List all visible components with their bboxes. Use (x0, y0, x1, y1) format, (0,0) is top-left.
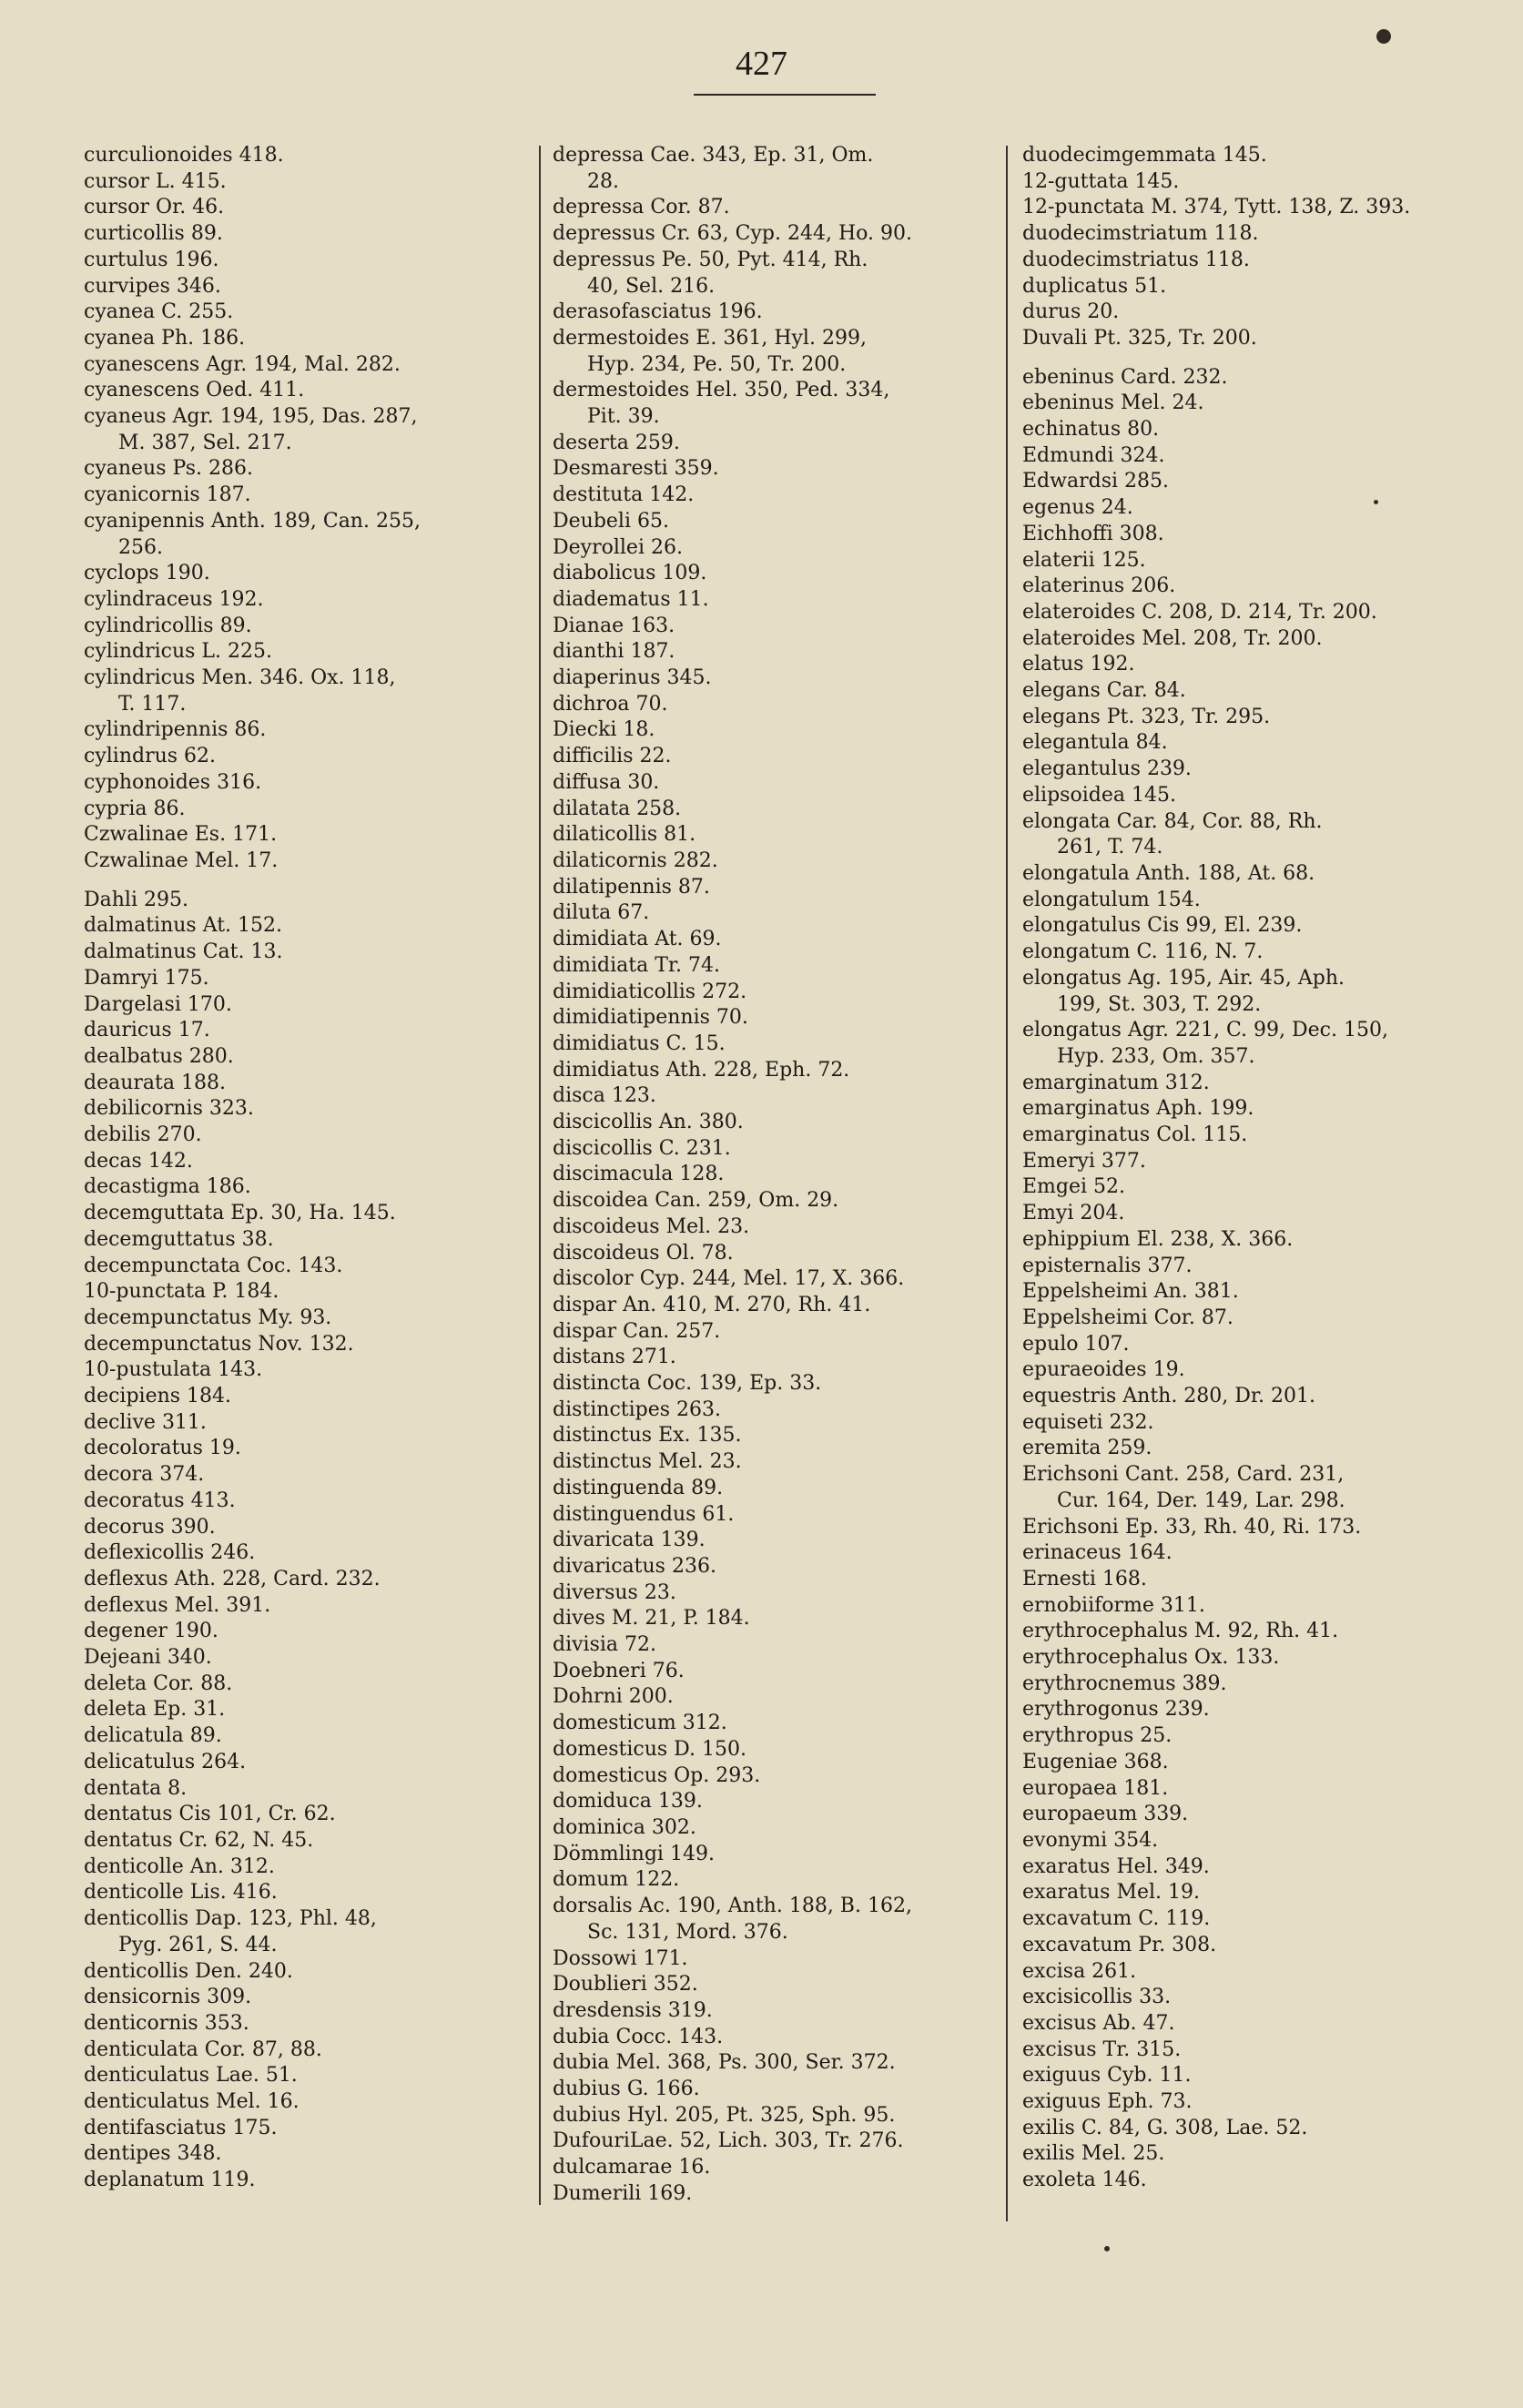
index-entry: duodecimstriatus 118. (1022, 248, 1250, 271)
index-entry: Deyrollei 26. (553, 535, 683, 559)
index-entry: discicollis An. 380. (553, 1111, 744, 1134)
index-entry: densicornis 309. (84, 1986, 252, 2009)
index-entry: exiguus Eph. 73. (1022, 2090, 1193, 2114)
index-entry: discoideus Mel. 23. (553, 1214, 750, 1238)
index-entry: elipsoidea 145. (1022, 783, 1176, 807)
index-entry: discimacula 128. (553, 1163, 725, 1186)
index-entry: discolor Cyp. 244, Mel. 17, X. 366. (553, 1267, 905, 1291)
index-entry: curtulus 196. (84, 248, 219, 271)
index-entry-continuation: Pit. 39. (587, 405, 660, 429)
index-entry: disca 123. (553, 1084, 656, 1108)
index-entry: dubia Mel. 368, Ps. 300, Ser. 372. (553, 2051, 896, 2075)
index-entry: erythrogonus 239. (1022, 1698, 1210, 1722)
column-divider (539, 146, 541, 2205)
index-entry: cylindripennis 86. (84, 718, 267, 742)
index-entry: dimidiata At. 69. (553, 928, 722, 951)
index-entry: domum 122. (553, 1868, 680, 1892)
index-entry: cyclops 190. (84, 562, 210, 585)
index-entry: egenus 24. (1022, 496, 1133, 520)
index-entry: ernobiiforme 311. (1022, 1593, 1205, 1617)
print-speck (1104, 2246, 1110, 2251)
index-entry: decempunctatus My. 93. (84, 1306, 332, 1329)
index-entry: decorus 390. (84, 1515, 216, 1539)
index-entry: diaperinus 345. (553, 666, 712, 690)
index-entry: dentata 8. (84, 1776, 188, 1800)
index-entry: durus 20. (1022, 300, 1120, 324)
index-entry: Damryi 175. (84, 966, 209, 990)
header-rule (694, 94, 876, 96)
index-entry: Emgei 52. (1022, 1175, 1126, 1199)
index-entry: Erichsoni Cant. 258, Card. 231, (1022, 1463, 1345, 1487)
index-entry-continuation: Hyp. 234, Pe. 50, Tr. 200. (587, 352, 847, 376)
index-entry: denticolle Lis. 416. (84, 1881, 278, 1905)
index-entry: echinatus 80. (1022, 418, 1160, 442)
index-entry: diffusa 30. (553, 770, 660, 794)
index-entry: elegans Car. 84. (1022, 679, 1186, 703)
index-entry: exaratus Hel. 349. (1022, 1854, 1210, 1878)
index-entry: curvipes 346. (84, 274, 221, 298)
index-entry: denticulata Cor. 87, 88. (84, 2037, 322, 2061)
index-entry: elongata Car. 84, Cor. 88, Rh. (1022, 809, 1323, 833)
index-entry: episternalis 377. (1022, 1254, 1193, 1277)
index-entry: distinctus Ex. 135. (553, 1424, 742, 1448)
index-entry: depressus Cr. 63, Cyp. 244, Ho. 90. (553, 222, 912, 246)
index-entry: cypria 86. (84, 797, 186, 820)
index-entry: cursor L. 415. (84, 169, 227, 193)
index-entry: Eugeniae 368. (1022, 1750, 1169, 1773)
index-entry: dives M. 21, P. 184. (553, 1607, 750, 1631)
index-entry: Diecki 18. (553, 718, 655, 742)
index-entry: duplicatus 51. (1022, 274, 1167, 298)
index-entry: Eichhoffi 308. (1022, 522, 1164, 545)
column-divider (1006, 146, 1008, 2221)
index-entry: emarginatus Col. 115. (1022, 1123, 1248, 1147)
index-entry: dimidiaticollis 272. (553, 980, 747, 1003)
index-column-3 (1022, 143, 1459, 2194)
index-entry: Doebneri 76. (553, 1659, 685, 1682)
index-entry: denticollis Den. 240. (84, 1959, 293, 1983)
index-entry: Dianae 163. (553, 614, 675, 637)
index-entry: dilaticornis 282. (553, 848, 718, 872)
index-entry: duodecimstriatum 118. (1022, 222, 1259, 246)
index-entry: discoidea Can. 259, Om. 29. (553, 1189, 839, 1213)
index-entry: deleta Ep. 31. (84, 1698, 226, 1722)
index-entry: diadematus 11. (553, 587, 709, 611)
index-entry: distinguenda 89. (553, 1476, 724, 1499)
index-entry: duodecimgemmata 145. (1022, 144, 1267, 167)
index-entry: Dejeani 340. (84, 1646, 212, 1670)
index-entry: Dumerili 169. (553, 2181, 693, 2205)
index-entry: dentipes 348. (84, 2142, 222, 2166)
index-entry: 10-pustulata 143. (84, 1358, 263, 1382)
index-entry: curculionoides 418. (84, 144, 284, 167)
index-entry: elongatum C. 116, N. 7. (1022, 940, 1264, 964)
index-entry: distinctipes 263. (553, 1397, 722, 1421)
index-entry: dilatipennis 87. (553, 875, 710, 899)
index-entry: divaricata 139. (553, 1529, 706, 1552)
index-entry: cylindraceus 192. (84, 587, 264, 611)
index-entry: distincta Coc. 139, Ep. 33. (553, 1372, 822, 1396)
index-entry: elegantulus 239. (1022, 757, 1192, 781)
index-entry: destituta 142. (553, 483, 695, 507)
index-entry: dilatata 258. (553, 797, 682, 820)
index-entry: excavatum Pr. 308. (1022, 1933, 1217, 1956)
index-entry: discicollis C. 231. (553, 1136, 731, 1160)
index-entry: dubius Hyl. 205, Pt. 325, Sph. 95. (553, 2103, 896, 2127)
index-entry: divisia 72. (553, 1633, 657, 1657)
index-entry: evonymi 354. (1022, 1829, 1159, 1852)
index-entry: Eppelsheimi Cor. 87. (1022, 1306, 1234, 1329)
index-entry: cylindrus 62. (84, 745, 217, 768)
index-entry: Edmundi 324. (1022, 443, 1165, 467)
index-entry: erythrocnemus 389. (1022, 1671, 1227, 1695)
index-entry: decoloratus 19. (84, 1437, 241, 1460)
index-entry: decempunctatus Nov. 132. (84, 1332, 354, 1356)
index-entry: Dargelasi 170. (84, 992, 232, 1016)
index-entry-continuation: Pyg. 261, S. 44. (118, 1933, 278, 1956)
index-entry: dominica 302. (553, 1816, 696, 1839)
index-entry: erythropus 25. (1022, 1724, 1173, 1748)
index-entry: Deubeli 65. (553, 509, 669, 533)
index-entry: elegans Pt. 323, Tr. 295. (1022, 705, 1271, 728)
index-entry: Emeryi 377. (1022, 1149, 1146, 1173)
index-entry-continuation: 40, Sel. 216. (587, 274, 716, 298)
index-entry: cyanescens Oed. 411. (84, 379, 305, 402)
index-entry: cyanea C. 255. (84, 300, 234, 324)
index-entry: Dahli 295. (84, 888, 188, 911)
index-entry: erinaceus 164. (1022, 1541, 1173, 1565)
index-entry: dimidiatipennis 70. (553, 1006, 748, 1030)
index-entry: deaurata 188. (84, 1071, 226, 1094)
index-entry: curticollis 89. (84, 222, 223, 246)
index-entry: equiseti 232. (1022, 1410, 1154, 1434)
index-entry: degener 190. (84, 1620, 218, 1643)
index-entry: debilis 270. (84, 1123, 202, 1147)
index-entry: DufouriLae. 52, Lich. 303, Tr. 276. (553, 2129, 904, 2153)
index-entry: dentifasciatus 175. (84, 2116, 278, 2139)
index-entry: distans 271. (553, 1346, 676, 1369)
index-entry: erythrocephalus M. 92, Rh. 41. (1022, 1620, 1339, 1643)
index-entry: dresdensis 319. (553, 1998, 713, 2022)
index-entry: excisus Tr. 315. (1022, 2037, 1182, 2061)
index-entry: depressus Pe. 50, Pyt. 414, Rh. (553, 248, 868, 271)
index-entry: dentatus Cr. 62, N. 45. (84, 1829, 314, 1852)
index-entry: dalmatinus At. 152. (84, 914, 283, 938)
index-entry: exoleta 146. (1022, 2169, 1147, 2192)
index-entry: decora 374. (84, 1463, 205, 1487)
index-entry: domiduca 139. (553, 1790, 703, 1814)
index-entry: diluta 67. (553, 901, 650, 925)
index-entry: dilaticollis 81. (553, 823, 696, 847)
index-entry: eremita 259. (1022, 1437, 1152, 1460)
index-entry-continuation: 28. (587, 169, 619, 193)
index-entry: Doublieri 352. (553, 1973, 698, 1997)
index-entry: dulcamarae 16. (553, 2156, 711, 2179)
index-entry: exilis C. 84, G. 308, Lae. 52. (1022, 2116, 1308, 2139)
index-entry: dimidiata Tr. 74. (553, 953, 720, 977)
index-entry: emarginatum 312. (1022, 1071, 1210, 1094)
index-entry: excavatum C. 119. (1022, 1907, 1211, 1931)
index-entry: delicatula 89. (84, 1724, 222, 1748)
index-entry: 12-punctata M. 374, Tytt. 138, Z. 393. (1022, 196, 1411, 219)
index-entry: dichroa 70. (553, 692, 668, 716)
index-entry: declive 311. (84, 1410, 207, 1434)
index-entry: ebeninus Card. 232. (1022, 365, 1228, 389)
index-entry: derasofasciatus 196. (553, 300, 763, 324)
index-entry-continuation: Hyp. 233, Om. 357. (1057, 1044, 1255, 1068)
index-entry: decoratus 413. (84, 1488, 236, 1512)
index-entry: dalmatinus Cat. 13. (84, 940, 283, 964)
index-entry: Dömmlingi 149. (553, 1842, 715, 1865)
index-entry: elaterii 125. (1022, 548, 1146, 572)
index-entry: dubius G. 166. (553, 2078, 700, 2101)
index-entry: decas 142. (84, 1149, 193, 1173)
index-entry-continuation: 256. (118, 535, 163, 559)
index-entry: Erichsoni Ep. 33, Rh. 40, Ri. 173. (1022, 1515, 1362, 1539)
index-entry: Desmaresti 359. (553, 457, 719, 481)
index-entry: denticolle An. 312. (84, 1854, 275, 1878)
index-entry: Dohrni 200. (553, 1685, 674, 1709)
index-entry: deleta Cor. 88. (84, 1671, 233, 1695)
index-entry: deflexus Ath. 228, Card. 232. (84, 1567, 381, 1590)
index-entry: elatus 192. (1022, 653, 1135, 676)
index-entry: depressa Cae. 343, Ep. 31, Om. (553, 144, 874, 167)
index-entry: cylindricollis 89. (84, 614, 252, 637)
index-entry-continuation: 261, T. 74. (1057, 836, 1163, 859)
index-entry: divaricatus 236. (553, 1554, 716, 1578)
index-entry: 10-punctata P. 184. (84, 1280, 279, 1304)
index-entry: exiguus Cyb. 11. (1022, 2064, 1192, 2088)
index-entry: decipiens 184. (84, 1385, 232, 1408)
index-entry: elegantula 84. (1022, 731, 1168, 755)
index-entry: ebeninus Mel. 24. (1022, 391, 1204, 415)
index-entry: cyanescens Agr. 194, Mal. 282. (84, 352, 401, 376)
index-entry: domesticus Op. 293. (553, 1763, 761, 1787)
index-entry: elongatus Agr. 221, C. 99, Dec. 150, (1022, 1019, 1388, 1042)
index-entry-continuation: Sc. 131, Mord. 376. (587, 1920, 788, 1944)
index-entry: cyanipennis Anth. 189, Can. 255, (84, 509, 421, 533)
index-entry: deflexicollis 246. (84, 1541, 256, 1565)
index-entry: Dossowi 171. (553, 1946, 688, 1970)
index-entry: difficilis 22. (553, 745, 672, 768)
index-entry: distinctus Mel. 23. (553, 1450, 742, 1474)
index-entry: 12-guttata 145. (1022, 169, 1180, 193)
index-entry: dimidiatus Ath. 228, Eph. 72. (553, 1058, 850, 1082)
index-entry: dorsalis Ac. 190, Anth. 188, B. 162, (553, 1895, 912, 1918)
index-entry: denticulatus Lae. 51. (84, 2064, 298, 2088)
index-entry: depressa Cor. 87. (553, 196, 730, 219)
index-entry: dentatus Cis 101, Cr. 62. (84, 1803, 336, 1826)
index-entry: exilis Mel. 25. (1022, 2142, 1165, 2166)
index-entry: domesticus D. 150. (553, 1737, 746, 1761)
index-entry: cursor Or. 46. (84, 196, 225, 219)
index-entry: deflexus Mel. 391. (84, 1593, 271, 1617)
index-entry: denticornis 353. (84, 2011, 249, 2035)
index-entry: cyaneus Agr. 194, 195, Das. 287, (84, 405, 418, 429)
index-column-1 (84, 143, 530, 2194)
index-entry: emarginatus Aph. 199. (1022, 1097, 1254, 1121)
index-entry: diversus 23. (553, 1580, 676, 1604)
index-entry: decemguttatus 38. (84, 1227, 274, 1251)
index-entry: dauricus 17. (84, 1019, 210, 1042)
index-entry: dimidiatus C. 15. (553, 1031, 726, 1055)
index-entry: deserta 259. (553, 431, 680, 454)
index-entry: cyphonoides 316. (84, 770, 262, 794)
index-entry: Czwalinae Mel. 17. (84, 848, 279, 872)
index-entry: dermestoides Hel. 350, Ped. 334, (553, 379, 890, 402)
index-entry: decastigma 186. (84, 1175, 251, 1199)
index-entry: Ernesti 168. (1022, 1567, 1147, 1590)
index-entry: elongatulus Cis 99, El. 239. (1022, 914, 1303, 938)
index-entry: excisicollis 33. (1022, 1986, 1172, 2009)
index-entry: epuraeoides 19. (1022, 1358, 1185, 1382)
index-entry: elongatulum 154. (1022, 888, 1201, 911)
index-entry: discoideus Ol. 78. (553, 1241, 734, 1265)
index-entry: diabolicus 109. (553, 562, 707, 585)
index-entry: ephippium El. 238, X. 366. (1022, 1227, 1294, 1251)
index-entry: delicatulus 264. (84, 1750, 247, 1773)
index-entry: debilicornis 323. (84, 1097, 254, 1121)
index-entry: Edwardsi 285. (1022, 470, 1169, 493)
index-entry: cyanicornis 187. (84, 483, 251, 507)
index-entry: Eppelsheimi An. 381. (1022, 1280, 1239, 1304)
index-entry: erythrocephalus Ox. 133. (1022, 1646, 1280, 1670)
index-entry: dianthi 187. (553, 640, 675, 664)
index-entry: denticollis Dap. 123, Phl. 48, (84, 1907, 377, 1931)
index-entry: excisus Ab. 47. (1022, 2011, 1175, 2035)
index-entry: domesticum 312. (553, 1712, 727, 1735)
print-speck (1374, 500, 1378, 504)
index-entry: deplanatum 119. (84, 2169, 256, 2192)
index-column-2 (553, 143, 995, 2208)
index-entry: elateroides C. 208, D. 214, Tr. 200. (1022, 600, 1377, 624)
index-entry: exaratus Mel. 19. (1022, 1881, 1201, 1905)
index-entry: europaea 181. (1022, 1776, 1169, 1800)
index-entry: decemguttata Ep. 30, Ha. 145. (84, 1202, 396, 1225)
index-entry: Duvali Pt. 325, Tr. 200. (1022, 326, 1257, 350)
index-entry: decempunctata Coc. 143. (84, 1254, 343, 1277)
index-entry: dealbatus 280. (84, 1044, 234, 1068)
index-entry: dispar Can. 257. (553, 1319, 721, 1343)
index-entry: dispar An. 410, M. 270, Rh. 41. (553, 1293, 871, 1316)
index-entry: equestris Anth. 280, Dr. 201. (1022, 1385, 1315, 1408)
print-speck (1376, 29, 1391, 44)
index-entry-continuation: T. 117. (118, 692, 187, 716)
index-entry: denticulatus Mel. 16. (84, 2090, 300, 2114)
index-entry: cylindricus Men. 346. Ox. 118, (84, 666, 396, 690)
index-entry: epulo 107. (1022, 1332, 1130, 1356)
index-entry-continuation: Cur. 164, Der. 149, Lar. 298. (1057, 1488, 1345, 1512)
index-entry: Czwalinae Es. 171. (84, 823, 278, 847)
index-entry: dubia Cocc. 143. (553, 2025, 724, 2048)
index-entry: cyanea Ph. 186. (84, 326, 246, 350)
index-entry: elongatula Anth. 188, At. 68. (1022, 861, 1315, 885)
index-entry-continuation: 199, St. 303, T. 292. (1057, 992, 1262, 1016)
index-entry: europaeum 339. (1022, 1803, 1189, 1826)
index-entry-continuation: M. 387, Sel. 217. (118, 431, 292, 454)
index-entry: cyaneus Ps. 286. (84, 457, 253, 481)
index-entry: dermestoides E. 361, Hyl. 299, (553, 326, 867, 350)
index-entry: elaterinus 206. (1022, 574, 1176, 598)
index-entry: excisa 261. (1022, 1959, 1137, 1983)
index-entry: cylindricus L. 225. (84, 640, 272, 664)
index-entry: Emyi 204. (1022, 1202, 1125, 1225)
index-entry: elateroides Mel. 208, Tr. 200. (1022, 626, 1323, 650)
page-number: 427 (736, 45, 787, 83)
index-entry: elongatus Ag. 195, Air. 45, Aph. (1022, 966, 1345, 990)
index-entry: distinguendus 61. (553, 1502, 735, 1526)
